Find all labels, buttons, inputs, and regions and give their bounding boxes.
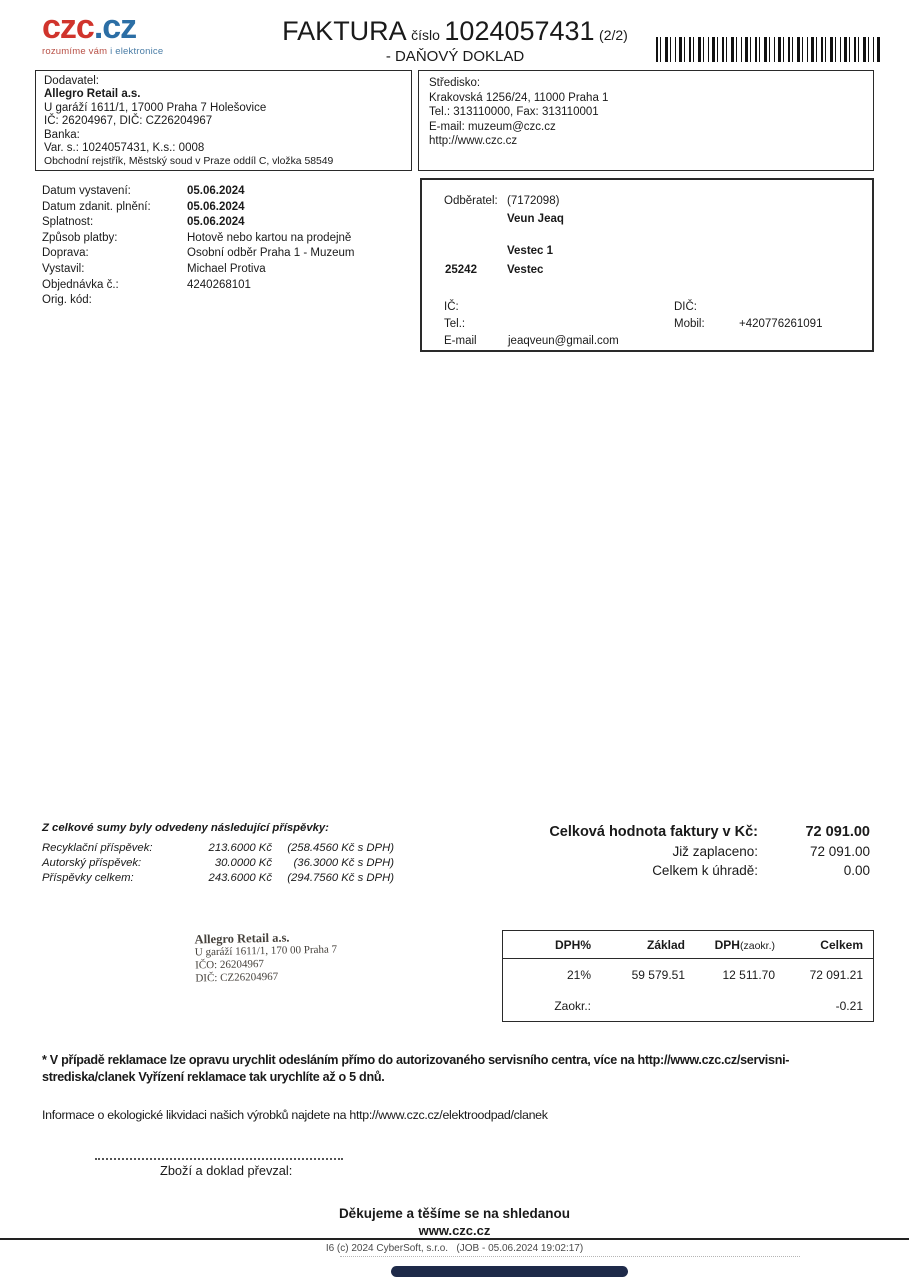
contribution-row: Recyklační příspěvek: 213.6000 Kč (258.4560 Kč s DPH) xyxy=(42,842,394,854)
signature-line xyxy=(95,1158,343,1160)
total-row: Celkem k úhradě: 0.00 xyxy=(652,863,870,878)
claim-note: * V případě reklamace lze opravu urychlit odesláním přímo do autorizovaného servisního centra, více na http://www.czc.cz/servisni-strediska/clanek Vyřízení reklamace tak urychlíte až o 5 dnů. xyxy=(42,1053,790,1084)
branch-phone: Tel.: 313110000, Fax: 313110001 xyxy=(429,106,599,118)
totals-block xyxy=(470,823,870,880)
contribution-row: Autorský příspěvek: 30.0000 Kč (36.3000 Kč s DPH) xyxy=(42,857,394,869)
customer-street: Vestec 1 xyxy=(507,245,554,257)
supplier-registry: Obchodní rejstřík, Městský soud v Praze oddíl C, vložka 58549 xyxy=(44,156,334,168)
detail-row: Vystavil: Michael Protiva xyxy=(42,262,266,275)
vat-table xyxy=(502,930,874,1022)
supplier-bank-label: Banka: xyxy=(44,128,80,141)
branch-email: E-mail: muzeum@czc.cz xyxy=(429,120,556,133)
contribution-row: Příspěvky celkem: 243.6000 Kč (294.7560 Kč s DPH) xyxy=(42,872,394,884)
branch-label: Středisko: xyxy=(429,77,481,89)
vat-header-dph: DPH% xyxy=(554,937,591,952)
customer-mobil-value: +420776261091 xyxy=(739,318,823,330)
invoice-details xyxy=(42,184,412,309)
footer-legal: I6 (c) 2024 CyberSoft, s.r.o. (JOB - 05.06.2024 19:02:17) xyxy=(325,1243,584,1254)
vat-header-row xyxy=(503,931,873,959)
supplier-name: Allegro Retail a.s. xyxy=(44,88,141,101)
supplier-symbols: Var. s.: 1024057431, K.s.: 0008 xyxy=(44,142,205,155)
customer-zip: 25242 xyxy=(445,264,477,276)
signature-label: Zboží a doklad převzal: xyxy=(160,1163,293,1178)
detail-row: Splatnost: 05.06.2024 xyxy=(42,216,245,229)
invoice-number: 1024057431 xyxy=(444,16,595,46)
detail-row: Doprava: Osobní odběr Praha 1 - Muzeum xyxy=(42,247,355,260)
perforation-dots xyxy=(340,1256,800,1257)
footer-rule xyxy=(0,1238,909,1240)
customer-email-value: jeaqveun@gmail.com xyxy=(508,335,619,347)
detail-row: Datum vystavení: 05.06.2024 xyxy=(42,185,245,197)
vat-rounding-row: Zaokr.: -0.21 xyxy=(554,998,863,1013)
branch-web: http://www.czc.cz xyxy=(429,135,518,147)
branch-box xyxy=(418,70,874,171)
footer-web: www.czc.cz xyxy=(418,1223,491,1238)
customer-label: Odběratel: xyxy=(444,195,498,207)
footer-thanks: Děkujeme a těšíme se na shledanou xyxy=(338,1206,571,1221)
logo-tagline: rozumíme vám i elektronice xyxy=(42,46,164,57)
vat-header-dph-zaokr: DPH(zaokr.) xyxy=(714,937,775,952)
supplier-label: Dodavatel: xyxy=(44,75,99,87)
invoice-subtitle: - DAŇOVÝ DOKLAD xyxy=(385,48,525,65)
contributions-block xyxy=(42,822,394,886)
customer-box xyxy=(420,178,874,352)
detail-row: Způsob platby: Hotově nebo kartou na prodejně xyxy=(42,231,352,244)
customer-name: Veun Jeaq xyxy=(507,213,564,225)
branch-address: Krakovská 1256/24, 11000 Praha 1 xyxy=(429,91,609,104)
detail-row: Datum zdanit. plnění: 05.06.2024 xyxy=(42,200,245,213)
company-stamp: Allegro Retail a.s. U garáží 1611/1, 170 00 Praha 7 IČO: 26204967 DIČ: CZ26204967 xyxy=(194,930,338,985)
customer-tel-label: Tel.: xyxy=(444,318,466,330)
supplier-box xyxy=(35,70,412,171)
title-faktura: FAKTURA xyxy=(282,16,407,46)
vat-header-zaklad: Základ xyxy=(646,937,685,952)
logo-part-red: czc xyxy=(42,8,94,46)
detail-row: Objednávka č.: 4240268101 xyxy=(42,278,251,291)
barcode xyxy=(656,37,880,62)
czc-logo xyxy=(42,10,163,57)
contributions-title: Z celkové sumy byly odvedeny následující příspěvky: xyxy=(42,822,329,834)
logo-wordmark xyxy=(42,10,163,44)
logo-part-blue: .cz xyxy=(93,8,137,46)
eco-note: Informace o ekologické likvidaci našich výrobků najdete na http://www.czc.cz/elektroodpad/clanek xyxy=(42,1108,548,1122)
invoice-title xyxy=(230,16,680,65)
customer-dic-label: DIČ: xyxy=(674,301,697,313)
supplier-ids: IČ: 26204967, DIČ: CZ26204967 xyxy=(44,115,213,128)
customer-id: (7172098) xyxy=(507,195,560,207)
vat-header-celkem: Celkem xyxy=(820,937,863,952)
customer-email-label: E-mail xyxy=(444,335,477,347)
page-indicator: (2/2) xyxy=(599,27,628,43)
home-indicator-bar xyxy=(391,1266,628,1277)
total-row: Již zaplaceno: 72 091.00 xyxy=(672,844,870,859)
detail-row: Orig. kód: xyxy=(42,294,92,307)
supplier-address: U garáží 1611/1, 17000 Praha 7 Holešovice xyxy=(44,101,267,114)
vat-data-row: 21% 59 579.51 12 511.70 72 091.21 xyxy=(566,967,863,982)
title-cislo: číslo xyxy=(411,27,440,43)
customer-city: Vestec xyxy=(507,264,544,276)
customer-ic-label: IČ: xyxy=(444,301,459,313)
customer-mobil-label: Mobil: xyxy=(674,318,705,330)
total-row: Celková hodnota faktury v Kč: 72 091.00 xyxy=(549,824,870,840)
